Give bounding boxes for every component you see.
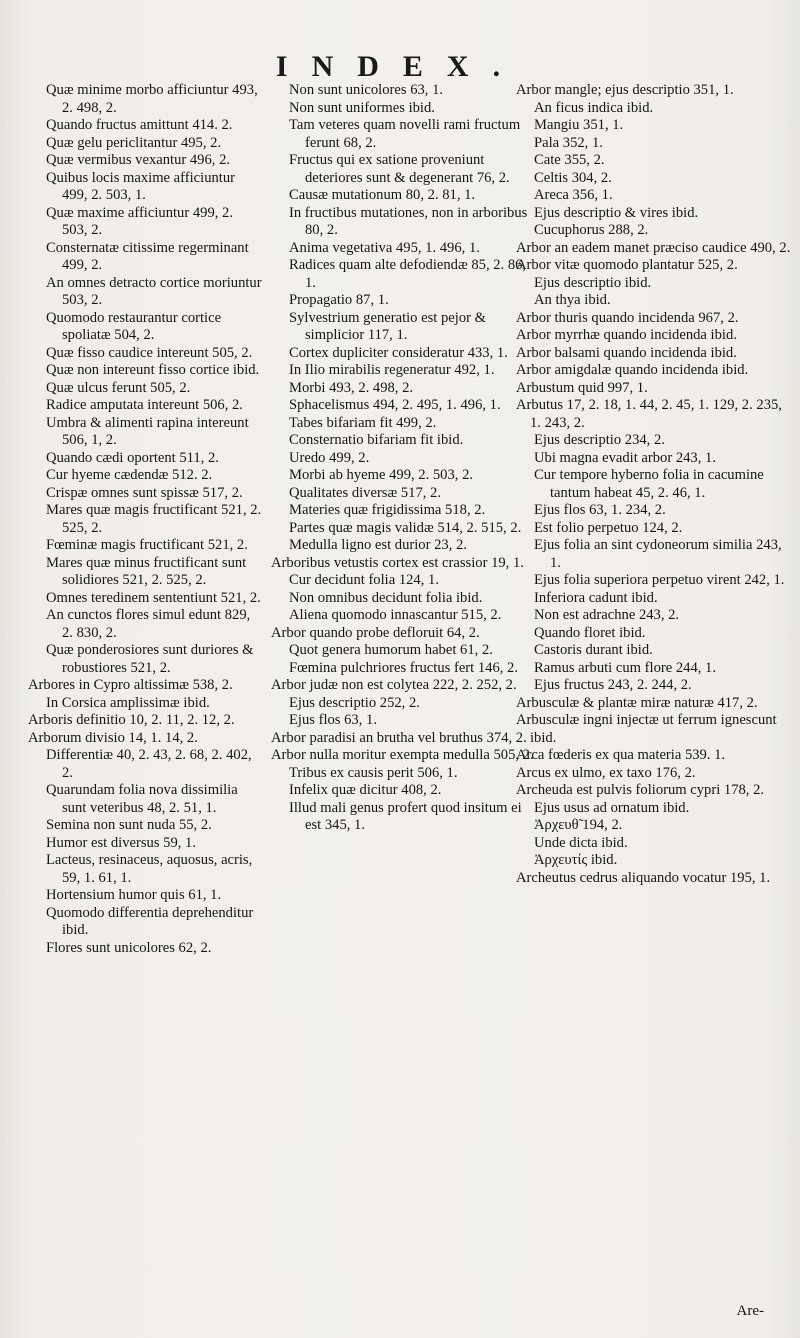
- index-entry: An thya ibid.: [534, 292, 611, 308]
- index-entry: Arbustum quid 997, 1.: [516, 379, 648, 396]
- index-entry: Quæ gelu periclitantur 495, 2.: [46, 134, 222, 151]
- index-entry: Arbor judæ non est colytea 222, 2. 252, 2.: [271, 677, 517, 693]
- index-entry: Crispæ omnes sunt spissæ 517, 2.: [46, 484, 243, 501]
- index-entry: Ubi magna evadit arbor 243, 1.: [534, 449, 716, 466]
- index-entry: In fructibus mutationes, non in arboribus 80, 2.: [289, 204, 528, 238]
- index-entry: Differentiæ 40, 2. 43, 2. 68, 2. 402, 2.: [46, 747, 252, 781]
- index-entry: Tam veteres quam novelli rami fructum ferunt 68, 2.: [289, 117, 521, 151]
- index-entry: Arbusculæ & plantæ miræ naturæ 417, 2.: [516, 694, 758, 711]
- index-entry: Arcus ex ulmo, ex taxo 176, 2.: [516, 764, 696, 781]
- index-entry: Arca fœderis ex qua materia 539. 1.: [516, 747, 726, 763]
- index-entry: Lacteus, resinaceus, aquosus, acris, 59, 1. 61, 1.: [46, 852, 253, 886]
- index-entry: Arbutus 17, 2. 18, 1. 44, 2. 45, 1. 129, 2. 235, 1. 243, 2.: [516, 397, 782, 431]
- index-entry: Ejus folia an sint cydoneorum similia 243, 1.: [534, 537, 782, 571]
- index-entry: Arbor mangle; ejus descriptio 351, 1.: [516, 82, 734, 98]
- index-entry: Quæ fisso caudice intereunt 505, 2.: [46, 344, 253, 361]
- index-entry: Archeutus cedrus aliquando vocatur 195, 1.: [516, 869, 771, 886]
- index-entry: Radice amputata intereunt 506, 2.: [46, 397, 243, 413]
- index-entry: Quarundam folia nova dissimilia sunt veteribus 48, 2. 51, 1.: [46, 782, 238, 816]
- index-entry: Umbra & alimenti rapina intereunt 506, 1, 2.: [46, 414, 249, 448]
- index-entry: Arboribus vetustis cortex est crassior 19, 1.: [271, 554, 524, 571]
- index-entry: Quæ vermibus vexantur 496, 2.: [46, 152, 231, 168]
- index-entry: Radices quam alte defodiendæ 85, 2. 86, 1.: [289, 257, 527, 291]
- index-entry: Ejus usus ad ornatum ibid.: [534, 799, 690, 816]
- index-entry: Sphacelismus 494, 2. 495, 1. 496, 1.: [289, 397, 501, 413]
- index-entry: Cur hyeme cædendæ 512. 2.: [46, 467, 213, 483]
- index-entry: Quæ ulcus ferunt 505, 2.: [46, 379, 191, 396]
- index-entry: Quot genera humorum habet 61, 2.: [289, 642, 493, 658]
- index-entry: Castoris durant ibid.: [534, 642, 653, 658]
- index-entry: Quomodo restaurantur cortice spoliatæ 504, 2.: [46, 309, 222, 343]
- index-entry: Fœmina pulchriores fructus fert 146, 2.: [289, 659, 518, 676]
- index-entry: Ejus folia superiora perpetuo virent 242, 1.: [534, 572, 785, 588]
- index-entry: Cucuphorus 288, 2.: [534, 222, 649, 238]
- index-entry: Ἀρχευτίς ibid.: [534, 852, 618, 868]
- index-entry: Arbores in Cypro altissimæ 538, 2.: [28, 677, 233, 693]
- index-entry: Arbor quando probe defloruit 64, 2.: [271, 624, 480, 641]
- index-entry: Ejus descriptio & vires ibid.: [534, 204, 699, 221]
- index-entry: Illud mali genus profert quod insitum ei est 345, 1.: [289, 799, 522, 833]
- index-columns: [28, 82, 798, 1322]
- index-entry: Archeuda est pulvis foliorum cypri 178, 2.: [516, 782, 765, 798]
- catchword: Are-: [736, 1303, 764, 1319]
- index-entry: Ejus descriptio 252, 2.: [289, 694, 420, 711]
- index-entry: Arbor thuris quando incidenda 967, 2.: [516, 309, 739, 326]
- index-column-2: [271, 82, 535, 835]
- index-entry: Quomodo differentia deprehenditur ibid.: [46, 904, 254, 938]
- index-entry: Cate 355, 2.: [534, 152, 605, 168]
- index-entry: Unde dicta ibid.: [534, 834, 628, 851]
- index-entry: In Ilio mirabilis regeneratur 492, 1.: [289, 362, 495, 378]
- index-entry: Quæ maxime afficiuntur 499, 2. 503, 2.: [46, 204, 233, 238]
- index-entry: An omnes detracto cortice moriuntur 503, 2.: [46, 274, 262, 308]
- index-entry: Uredo 499, 2.: [289, 449, 370, 466]
- index-entry: Arboris definitio 10, 2. 11, 2. 12, 2.: [28, 712, 235, 728]
- index-entry: Arbor myrrhæ quando incidenda ibid.: [516, 327, 737, 343]
- index-entry: Ejus flos 63, 1.: [289, 712, 377, 728]
- index-entry: Qualitates diversæ 517, 2.: [289, 484, 441, 501]
- index-entry: Aliena quomodo innascantur 515, 2.: [289, 607, 502, 623]
- index-entry: Arbor balsami quando incidenda ibid.: [516, 344, 737, 361]
- index-entry: Non sunt unicolores 63, 1.: [289, 82, 444, 98]
- index-entry: In Corsica amplissimæ ibid.: [46, 694, 210, 711]
- index-entry: Quando cædi oportent 511, 2.: [46, 449, 219, 466]
- index-entry: Partes quæ magis validæ 514, 2. 515, 2.: [289, 519, 522, 536]
- index-entry: Consternatio bifariam fit ibid.: [289, 432, 464, 448]
- index-column-3: [516, 82, 792, 887]
- index-entry: Est folio perpetuo 124, 2.: [534, 519, 683, 536]
- index-entry: Medulla ligno est durior 23, 2.: [289, 537, 467, 553]
- index-entry: Omnes teredinem sententiunt 521, 2.: [46, 589, 261, 606]
- index-entry: Ramus arbuti cum flore 244, 1.: [534, 659, 716, 676]
- index-entry: Cortex dupliciter consideratur 433, 1.: [289, 344, 508, 361]
- index-entry: Materies quæ frigidissima 518, 2.: [289, 502, 486, 518]
- index-entry: Arbor an eadem manet præciso caudice 490, 2.: [516, 239, 791, 256]
- index-entry: Arborum divisio 14, 1. 14, 2.: [28, 729, 198, 746]
- index-entry: An cunctos flores simul edunt 829, 2. 830, 2.: [46, 607, 251, 641]
- index-entry: Flores sunt unicolores 62, 2.: [46, 939, 212, 956]
- index-entry: Hortensium humor quis 61, 1.: [46, 887, 222, 903]
- index-entry: Fœminæ magis fructificant 521, 2.: [46, 537, 248, 553]
- index-column-1: [28, 82, 262, 957]
- index-entry: Cur tempore hyberno folia in cacumine tantum habeat 45, 2. 46, 1.: [534, 467, 764, 501]
- index-entry: Quæ non intereunt fisso cortice ibid.: [46, 362, 260, 378]
- index-entry: Arbor nulla moritur exempta medulla 505, 2.: [271, 747, 534, 763]
- index-entry: Semina non sunt nuda 55, 2.: [46, 817, 212, 833]
- index-entry: Fructus qui ex satione proveniunt deteriores sunt & degenerant 76, 2.: [289, 152, 510, 186]
- index-entry: Ejus flos 63, 1. 234, 2.: [534, 502, 666, 518]
- index-entry: An ficus indica ibid.: [534, 99, 654, 116]
- index-entry: Areca 356, 1.: [534, 187, 613, 203]
- index-entry: Ejus descriptio 234, 2.: [534, 432, 665, 448]
- index-entry: Infelix quæ dicitur 408, 2.: [289, 782, 442, 798]
- index-entry: Tabes bifariam fit 499, 2.: [289, 414, 437, 431]
- index-entry: Mares quæ magis fructificant 521, 2. 525, 2.: [46, 502, 262, 536]
- index-entry: Ejus descriptio ibid.: [534, 274, 652, 291]
- index-entry: Mangiu 351, 1.: [534, 117, 624, 133]
- index-entry: Humor est diversus 59, 1.: [46, 834, 196, 851]
- index-entry: Quibus locis maxime afficiuntur 499, 2. 503, 1.: [46, 169, 236, 203]
- page-title: INDEX.: [275, 50, 525, 83]
- index-entry: Cur decidunt folia 124, 1.: [289, 572, 439, 588]
- index-entry: Sylvestrium generatio est pejor & simplicior 117, 1.: [289, 309, 486, 343]
- index-entry: Morbi 493, 2. 498, 2.: [289, 379, 414, 396]
- index-entry: Consternatæ citissime regerminant 499, 2.: [46, 239, 249, 273]
- index-entry: Non sunt uniformes ibid.: [289, 99, 435, 116]
- index-entry: Tribus ex causis perit 506, 1.: [289, 764, 458, 781]
- index-entry: Mares quæ minus fructificant sunt solidiores 521, 2. 525, 2.: [46, 554, 247, 588]
- index-entry: Arbusculæ ingni injectæ ut ferrum ignescunt ibid.: [516, 712, 777, 746]
- index-entry: Causæ mutationum 80, 2. 81, 1.: [289, 187, 476, 203]
- index-entry: Propagatio 87, 1.: [289, 292, 389, 308]
- index-entry: Quæ minime morbo afficiuntur 493, 2. 498, 2.: [46, 82, 258, 116]
- index-entry: Ἀρχευθ̃ 194, 2.: [534, 817, 623, 833]
- index-entry: Morbi ab hyeme 499, 2. 503, 2.: [289, 467, 474, 483]
- index-entry: Arbor paradisi an brutha vel bruthus 374, 2.: [271, 729, 527, 746]
- index-entry: Pala 352, 1.: [534, 134, 603, 151]
- index-entry: Celtis 304, 2.: [534, 169, 612, 186]
- index-entry: Quando fructus amittunt 414. 2.: [46, 117, 233, 133]
- index-entry: Arbor vitæ quomodo plantatur 525, 2.: [516, 257, 738, 273]
- index-entry: Non est adrachne 243, 2.: [534, 607, 680, 623]
- index-entry: Inferiora cadunt ibid.: [534, 589, 658, 606]
- index-entry: Ejus fructus 243, 2. 244, 2.: [534, 677, 692, 693]
- index-entry: Quando floret ibid.: [534, 624, 646, 641]
- index-entry: Quæ ponderosiores sunt duriores & robustiores 521, 2.: [46, 642, 254, 676]
- index-entry: Arbor amigdalæ quando incidenda ibid.: [516, 362, 749, 378]
- index-entry: Anima vegetativa 495, 1. 496, 1.: [289, 239, 480, 256]
- index-entry: Non omnibus decidunt folia ibid.: [289, 589, 483, 606]
